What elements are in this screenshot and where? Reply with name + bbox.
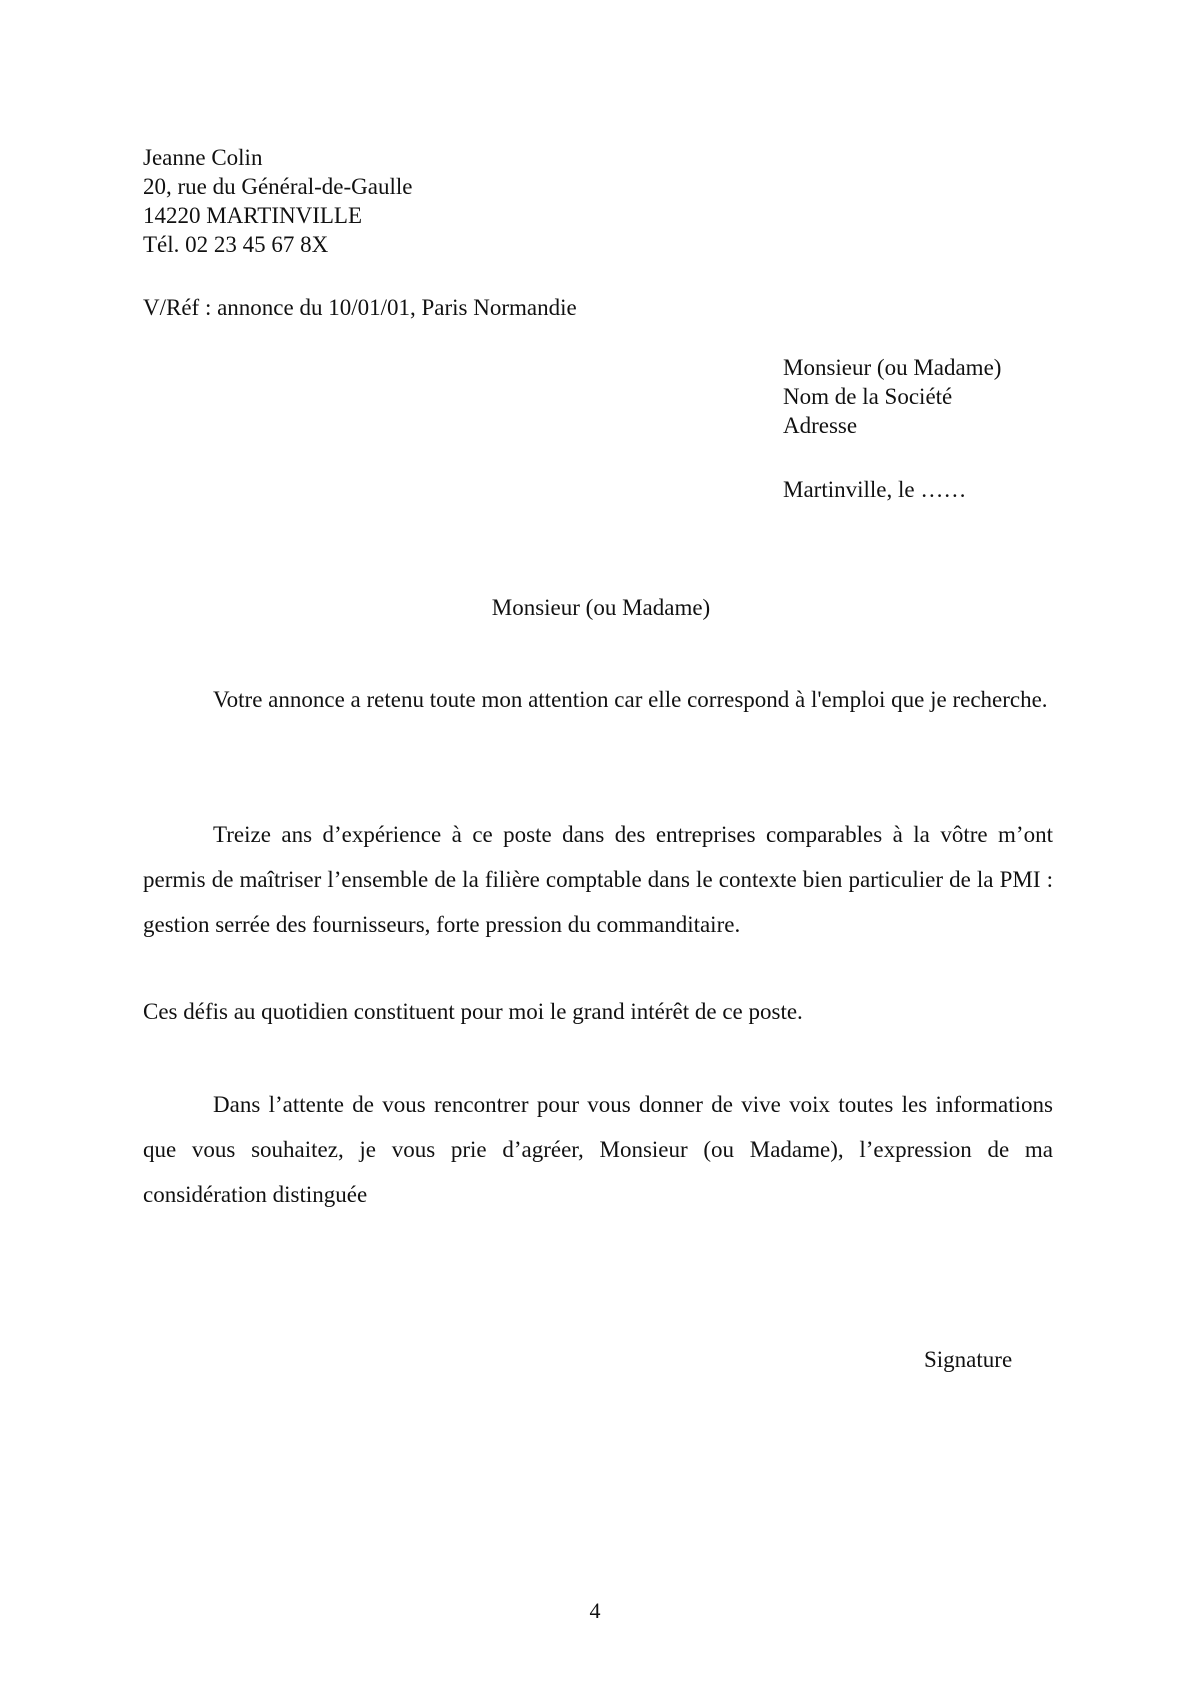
recipient-title: Monsieur (ou Madame) [783,355,1002,380]
body-paragraph-2: Treize ans d’expérience à ce poste dans des entreprises comparables à la vôtre m’ont permis de maîtriser l’ensemble de la filière comptable dans le contexte bien particulier de la PMI : gestion serrée des fournisseurs, forte pression du commanditaire. [143,822,1053,937]
recipient-company: Nom de la Société [783,384,953,409]
sender-street: 20, rue du Général-de-Gaulle [143,174,413,199]
body-paragraph-1: Votre annonce a retenu toute mon attention car elle correspond à l'emploi que je recherche. [213,687,1048,712]
recipient-block [783,353,1001,440]
sender-city: 14220 MARTINVILLE [143,203,363,228]
page-number: 4 [589,1598,601,1623]
sender-block [143,143,413,259]
body-paragraph-3: Dans l’attente de vous rencontrer pour vous donner de vive voix toutes les informations que vous souhaitez, je vous prie d’agréer, Monsieur (ou Madame), l’expression de ma considération distinguée [143,1092,1053,1207]
sender-phone: Tél. 02 23 45 67 8X [143,232,329,257]
signature-label: Signature [924,1347,1013,1372]
date-line: Martinville, le …… [783,477,967,502]
salutation: Monsieur (ou Madame) [491,595,711,620]
recipient-address: Adresse [783,413,858,438]
reference-line: V/Réf : annonce du 10/01/01, Paris Normandie [143,295,577,320]
sender-name: Jeanne Colin [143,145,263,170]
body-paragraph-2b: Ces défis au quotidien constituent pour moi le grand intérêt de ce poste. [143,999,803,1024]
